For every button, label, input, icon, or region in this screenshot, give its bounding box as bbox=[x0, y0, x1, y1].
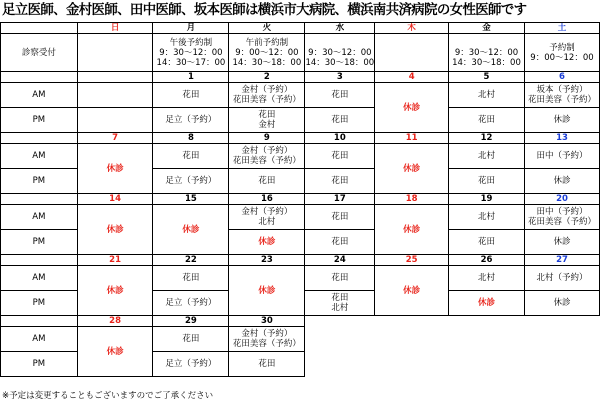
date-number: 16 bbox=[229, 194, 305, 205]
am-cell: 田中（予約） 花田美容（予約） bbox=[524, 205, 599, 230]
pm-cell: 足立（予約） bbox=[153, 352, 229, 377]
date-row-label bbox=[1, 194, 78, 205]
date-row-label bbox=[1, 72, 78, 83]
date-number: 8 bbox=[153, 133, 229, 144]
pm-cell: 休診 bbox=[449, 291, 525, 316]
am-cell: 金村（予約） 花田美容（予約） bbox=[229, 83, 305, 108]
date-number: 3 bbox=[305, 72, 375, 83]
am-cell: 田中（予約） bbox=[524, 144, 599, 169]
reception-hours: 予約制 9：00～12：00 bbox=[524, 34, 599, 72]
date-number: 21 bbox=[77, 255, 153, 266]
pm-cell: 花田 bbox=[229, 352, 305, 377]
pm-cell: 休診 bbox=[524, 108, 599, 133]
closed-cell: 休診 bbox=[375, 266, 449, 316]
schedule-table bbox=[0, 22, 600, 377]
date-number: 2 bbox=[229, 72, 305, 83]
closed-cell: 休診 bbox=[77, 266, 153, 316]
header-corner bbox=[1, 23, 78, 34]
pm-cell bbox=[305, 352, 375, 377]
weekday-header: 土 bbox=[524, 23, 599, 34]
pm-cell bbox=[77, 108, 153, 133]
pm-label: PM bbox=[1, 352, 78, 377]
date-number bbox=[77, 72, 153, 83]
am-cell: 北村 bbox=[449, 205, 525, 230]
am-cell: 金村（予約） 北村 bbox=[229, 205, 305, 230]
am-label: AM bbox=[1, 144, 78, 169]
am-cell: 北村 bbox=[449, 144, 525, 169]
date-number: 10 bbox=[305, 133, 375, 144]
pm-cell bbox=[375, 352, 449, 377]
date-row-label bbox=[1, 133, 78, 144]
closed-cell: 休診 bbox=[375, 83, 449, 133]
reception-hours: 9：30～12：00 14：30～18：00 bbox=[449, 34, 525, 72]
date-number: 24 bbox=[305, 255, 375, 266]
date-number: 9 bbox=[229, 133, 305, 144]
closed-cell: 休診 bbox=[375, 205, 449, 255]
pm-label: PM bbox=[1, 291, 78, 316]
closed-cell: 休診 bbox=[229, 266, 305, 316]
am-label: AM bbox=[1, 83, 78, 108]
date-row-label bbox=[1, 316, 78, 327]
am-label: AM bbox=[1, 205, 78, 230]
closed-cell: 休診 bbox=[375, 144, 449, 194]
weekday-header: 金 bbox=[449, 23, 525, 34]
date-number: 19 bbox=[449, 194, 525, 205]
pm-label: PM bbox=[1, 230, 78, 255]
date-number: 18 bbox=[375, 194, 449, 205]
date-number bbox=[449, 316, 525, 327]
pm-cell: 足立（予約） bbox=[153, 169, 229, 194]
date-number: 15 bbox=[153, 194, 229, 205]
am-cell: 金村（予約） 花田美容（予約） bbox=[229, 144, 305, 169]
weekday-header: 火 bbox=[229, 23, 305, 34]
am-cell: 花田 bbox=[305, 144, 375, 169]
am-cell bbox=[524, 327, 599, 352]
pm-cell: 花田 bbox=[449, 108, 525, 133]
reception-hours: 午後予約制 9：30～12：00 14：30～17：00 bbox=[153, 34, 229, 72]
am-cell: 北村 bbox=[449, 266, 525, 291]
date-number: 30 bbox=[229, 316, 305, 327]
pm-cell: 花田 bbox=[305, 169, 375, 194]
pm-cell bbox=[524, 352, 599, 377]
pm-cell: 足立（予約） bbox=[153, 291, 229, 316]
am-cell bbox=[449, 327, 525, 352]
pm-cell: 休診 bbox=[524, 169, 599, 194]
pm-cell: 花田 北村 bbox=[305, 291, 375, 316]
date-number: 17 bbox=[305, 194, 375, 205]
date-number: 28 bbox=[77, 316, 153, 327]
date-number: 14 bbox=[77, 194, 153, 205]
footnote: ※予定は変更することもございますのでご了承ください bbox=[2, 391, 214, 401]
am-cell: 花田 bbox=[153, 327, 229, 352]
date-number: 1 bbox=[153, 72, 229, 83]
pm-cell: 花田 bbox=[449, 169, 525, 194]
am-cell: 花田 bbox=[153, 144, 229, 169]
date-number: 12 bbox=[449, 133, 525, 144]
closed-cell: 休診 bbox=[77, 205, 153, 255]
date-number: 11 bbox=[375, 133, 449, 144]
pm-cell: 足立（予約） bbox=[153, 108, 229, 133]
reception-hours bbox=[375, 34, 449, 72]
am-cell: 坂本（予約） 花田美容（予約） bbox=[524, 83, 599, 108]
weekday-header: 水 bbox=[305, 23, 375, 34]
pm-cell: 花田 bbox=[229, 169, 305, 194]
am-cell bbox=[305, 327, 375, 352]
pm-cell bbox=[449, 352, 525, 377]
date-number: 13 bbox=[524, 133, 599, 144]
date-number: 26 bbox=[449, 255, 525, 266]
am-cell: 北村 bbox=[449, 83, 525, 108]
date-number: 25 bbox=[375, 255, 449, 266]
date-number: 7 bbox=[77, 133, 153, 144]
page-title: 足立医師、金村医師、田中医師、坂本医師は横浜市大病院、横浜南共済病院の女性医師です bbox=[2, 3, 527, 18]
am-cell: 花田 bbox=[153, 83, 229, 108]
pm-label: PM bbox=[1, 108, 78, 133]
am-cell: 花田 bbox=[305, 83, 375, 108]
am-cell: 花田 bbox=[153, 266, 229, 291]
closed-cell: 休診 bbox=[153, 205, 229, 255]
pm-cell: 花田 bbox=[305, 230, 375, 255]
weekday-header: 月 bbox=[153, 23, 229, 34]
am-label: AM bbox=[1, 327, 78, 352]
am-cell: 金村（予約） 花田美容（予約） bbox=[229, 327, 305, 352]
am-cell: 花田 bbox=[305, 266, 375, 291]
weekday-header: 木 bbox=[375, 23, 449, 34]
am-cell bbox=[375, 327, 449, 352]
pm-cell: 花田 金村 bbox=[229, 108, 305, 133]
am-cell bbox=[77, 83, 153, 108]
am-cell: 北村（予約） bbox=[524, 266, 599, 291]
pm-cell: 花田 bbox=[449, 230, 525, 255]
date-number bbox=[524, 316, 599, 327]
pm-label: PM bbox=[1, 169, 78, 194]
date-number: 27 bbox=[524, 255, 599, 266]
date-number: 22 bbox=[153, 255, 229, 266]
closed-cell: 休診 bbox=[77, 144, 153, 194]
date-row-label bbox=[1, 255, 78, 266]
reception-label: 診察受付 bbox=[1, 34, 78, 72]
reception-hours bbox=[77, 34, 153, 72]
date-number: 23 bbox=[229, 255, 305, 266]
reception-hours: 午前予約制 9：00～12：00 14：30～18：00 bbox=[229, 34, 305, 72]
pm-cell: 休診 bbox=[229, 230, 305, 255]
date-number: 6 bbox=[524, 72, 599, 83]
date-number: 4 bbox=[375, 72, 449, 83]
pm-cell: 花田 bbox=[305, 108, 375, 133]
closed-cell: 休診 bbox=[77, 327, 153, 377]
am-cell: 花田 bbox=[305, 205, 375, 230]
date-number: 20 bbox=[524, 194, 599, 205]
pm-cell: 休診 bbox=[524, 230, 599, 255]
reception-hours: 9：30～12：00 14：30～18：00 bbox=[305, 34, 375, 72]
date-number: 29 bbox=[153, 316, 229, 327]
date-number bbox=[305, 316, 375, 327]
am-label: AM bbox=[1, 266, 78, 291]
weekday-header: 日 bbox=[77, 23, 153, 34]
date-number bbox=[375, 316, 449, 327]
pm-cell: 休診 bbox=[524, 291, 599, 316]
date-number: 5 bbox=[449, 72, 525, 83]
